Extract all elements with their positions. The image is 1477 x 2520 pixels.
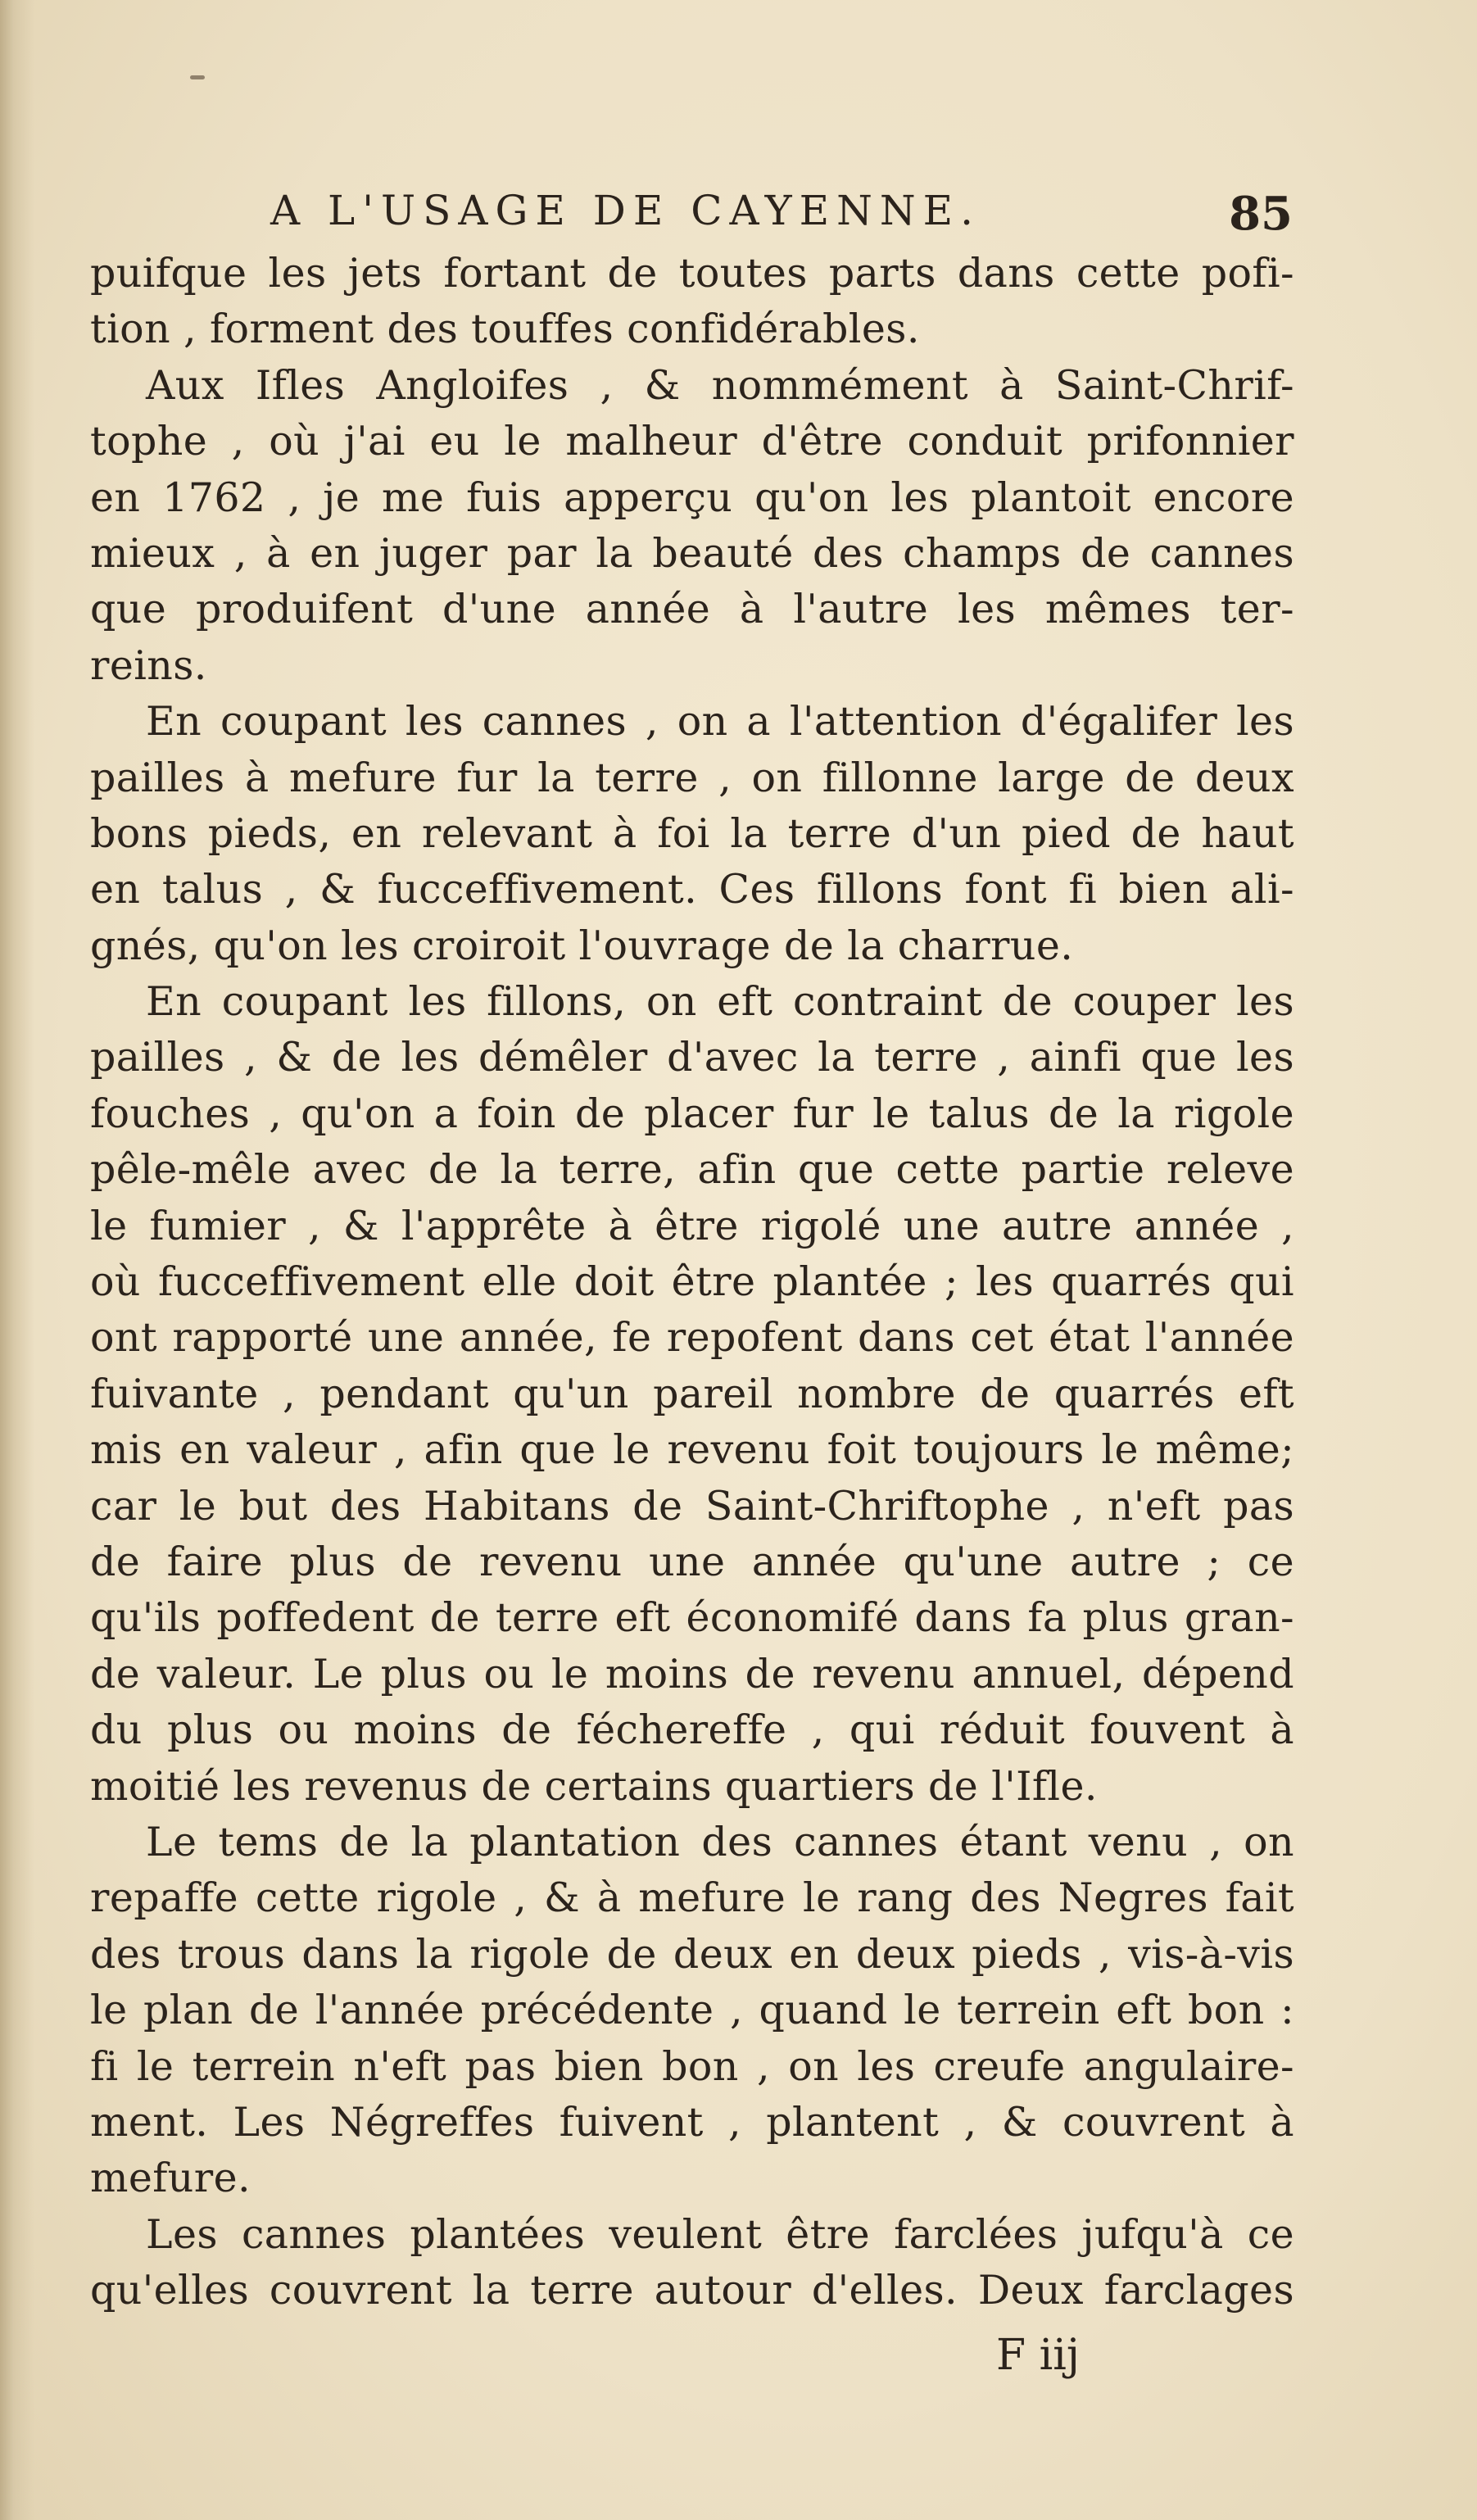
text-line: moitié les revenus de certains quartiers de l'Ifle.: [90, 1762, 1098, 1810]
text-line: gnés, qu'on les croiroit l'ouvrage de la charrue.: [90, 922, 1074, 969]
text-line: En coupant les fillons, on eft contraint de couper les: [146, 978, 1294, 1026]
text-line: des trous dans la rigole de deux en deux pieds , vis-à-vis: [90, 1930, 1294, 1978]
text-line: pailles , & de les démêler d'avec la terre , ainfi que les: [90, 1034, 1294, 1081]
text-line: Aux Ifles Angloifes , & nommément à Saint-Chrif-: [146, 361, 1294, 409]
text-line: pêle-mêle avec de la terre, afin que cette partie releve: [90, 1146, 1294, 1194]
text-line: de valeur. Le plus ou le moins de revenu annuel, dépend: [90, 1650, 1294, 1697]
text-line: Les cannes plantées veulent être farclées jufqu'à ce: [146, 2210, 1294, 2258]
text-line: de faire plus de revenu une année qu'une autre ; ce: [90, 1538, 1294, 1585]
text-line: où fucceffivement elle doit être plantée ; les quarrés qui: [90, 1258, 1294, 1306]
text-line: ment. Les Négreffes fuivent , plantent , & couvrent à: [90, 2098, 1294, 2146]
text-line: le fumier , & l'apprête à être rigolé une autre année ,: [90, 1202, 1294, 1249]
text-line: qu'elles couvrent la terre autour d'elles. Deux farclages: [90, 2267, 1294, 2314]
text-line: en 1762 , je me fuis apperçu qu'on les plantoit encore: [90, 474, 1294, 521]
text-line: reins.: [90, 641, 207, 689]
text-line: ont rapporté une année, fe repofent dans cet état l'année: [90, 1314, 1294, 1362]
page-number: 85: [1229, 187, 1293, 241]
text-line: puifque les jets fortant de toutes parts dans cette pofi-: [90, 250, 1294, 297]
text-line: bons pieds, en relevant à foi la terre d'un pied de haut: [90, 809, 1294, 857]
spine-shadow: [0, 0, 34, 2520]
text-line: tion , forment des touffes confidérables.: [90, 306, 920, 353]
text-line: qu'ils poffedent de terre eft économifé dans fa plus gran-: [90, 1594, 1294, 1642]
text-line: fi le terrein n'eft pas bien bon , on les creufe angulaire-: [90, 2042, 1294, 2090]
text-line: Le tems de la plantation des cannes étant venu , on: [146, 1818, 1294, 1865]
text-line: repaffe cette rigole , & à mefure le rang des Negres fait: [90, 1874, 1294, 1922]
text-line: En coupant les cannes , on a l'attention d'égalifer les: [146, 698, 1294, 746]
text-line: le plan de l'année précédente , quand le terrein eft bon :: [90, 1987, 1294, 2034]
text-line: mieux , à en juger par la beauté des champs de cannes: [90, 529, 1294, 577]
signature-mark: F iij: [996, 2331, 1080, 2380]
text-line: mis en valeur , afin que le revenu foit toujours le même;: [90, 1426, 1294, 1474]
text-line: car le but des Habitans de Saint-Chriftophe , n'eft pas: [90, 1482, 1294, 1530]
text-line: du plus ou moins de féchereffe , qui réduit fouvent à: [90, 1706, 1294, 1754]
text-line: pailles à mefure fur la terre , on fillonne large de deux: [90, 754, 1294, 801]
text-line: en talus , & fucceffivement. Ces fillons font fi bien ali-: [90, 866, 1294, 913]
text-line: fuivante , pendant qu'un pareil nombre de quarrés eft: [90, 1370, 1294, 1417]
text-line: fouches , qu'on a foin de placer fur le talus de la rigole: [90, 1090, 1294, 1137]
text-line: tophe , où j'ai eu le malheur d'être conduit prifonnier: [90, 418, 1294, 465]
text-line: mefure.: [90, 2155, 251, 2202]
text-line: que produifent d'une année à l'autre les mêmes ter-: [90, 586, 1294, 633]
body-text: [90, 246, 1294, 2318]
running-head: A L'USAGE DE CAYENNE.: [270, 187, 981, 234]
ink-speck: [190, 75, 205, 79]
